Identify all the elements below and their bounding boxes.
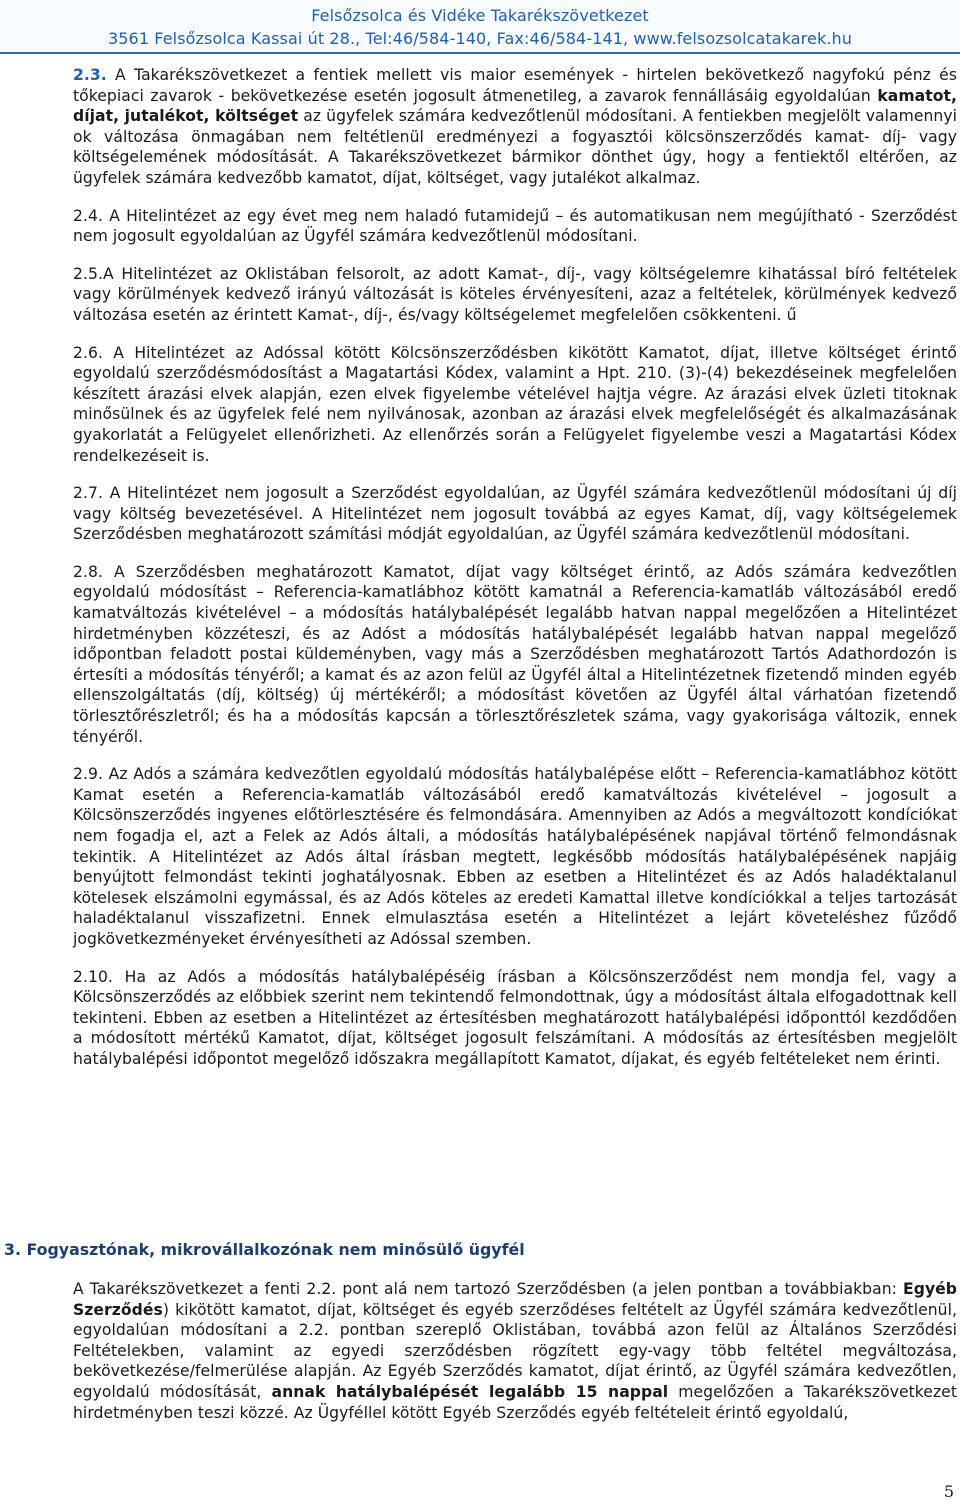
header-bank-name: Felsőzsolca és Vidéke Takarékszövetkezet [311, 6, 649, 25]
paragraph-2-4: 2.4. A Hitelintézet az egy évet meg nem haladó futamidejű – és automatikusan nem megújítható - Szerződést nem jogosult egyoldalúan az Ügyfél számára kedvezőtlenül módosítani. [73, 206, 957, 246]
header-contact-line: 3561 Felsőzsolca Kassai út 28., Tel:46/584-140, Fax:46/584-141, www.felsozsolcatakarek.hu [108, 29, 852, 48]
paragraph-2-8: 2.8. A Szerződésben meghatározott Kamatot, díjat vagy költséget érintő, az Adós számára kedvezőtlen egyoldalú módosítást – Referencia-kamatlábhoz kötött kamatnál a Referencia-kamatláb változásából eredő kamatváltozás kivételével – a módosítás hatálybalépését legalább hatvan nappal megelőzően a Hitelintézet hirdetményben közzéteszi, és az Adóst a módosítás hatálybalépését legalább hatvan nappal megelőző időpontban feladott postai küldeményben, vagy más a Szerződésben meghatározott Tartós Adathordozón is értesíti a módosítás tényéről; a kamat és az azon felül az Ügyfél által a Hitelintézetnek fizetendő minden egyéb ellenszolgáltatás (díj, költség) új mértékéről; a módosítást követően az Ügyfél által várhatóan fizetendő törlesztőrészletről; és ha a módosítás kapcsán a törlesztőrészletek száma, vagy gyakorisága változik, ennek tényéről. [73, 562, 957, 746]
document-body [73, 65, 957, 1087]
paragraph-text: az ügyfelek számára kedvezőtlenül módosítani. A fentiekben megjelölt valamennyi ok változása önmagában nem feltétlenül eredményezi a fogyasztói kölcsönszerződés kamat- díj- vagy költségelemének módosítását. A Takarékszövetkezet bármikor dönthet úgy, hogy a fentiektől eltérően, az ügyfelek számára kedvezőbb kamatot, díjat, költséget, vagy jutalékot alkalmaz. [73, 107, 957, 187]
paragraph-2-5: 2.5.A Hitelintézet az Oklistában felsorolt, az adott Kamat-, díj-, vagy költségelemre kihatással bíró feltételek vagy körülmények kedvező irányú változását is köteles érvényesíteni, azaz a feltételek, körülmények kedvező változása esetén az érintett Kamat-, díj-, és/vagy költségelemet megfelelően csökkenteni. ű [73, 264, 957, 324]
paragraph-text: megelőzően a Takarékszövetkezet hirdetményben teszi közzé. Az Ügyféllel kötött Egyéb Szerződés egyéb feltételeit érintő egyoldalú, [73, 1382, 957, 1422]
section-3-body [73, 1279, 957, 1440]
paragraph-2-9: 2.9. Az Adós a számára kedvezőtlen egyoldalú módosítás hatálybalépése előtt – Referencia-kamatlábhoz kötött Kamat esetén a Referencia-kamatláb változásából eredő kamatváltozás kivételével – jogosult a Kölcsönszerződés ingyenes előtörlesztésére és felmondására. Amennyiben az Adós a megváltozott kondíciókat nem fogadja el, azt a Felek az Adós általi, a módosítás hatálybalépésének napjával történő felmondásnak tekintik. A Hitelintézet az Adós által írásban megtett, legkésőbb módosítás hatálybalépésének napjáig benyújtott felmondást tekinti joghatályosnak. Ebben az esetben a Hitelintézet és az Adós haladéktalanul kötelesek elszámolni egymással, és az Adós köteles az eredeti Kamattal illetve kondíciókkal a teljes tartozását haladéktalanul visszafizetni. Ennek elmulasztása esetén a Hitelintézet a lejárt követeléshez fűződő jogkövetkezményeket érvényesítheti az Adóssal szemben. [73, 765, 957, 948]
paragraph-3 [73, 1279, 957, 1423]
paragraph-text: ) kikötött kamatot, díjat, költséget és egyéb szerződéses feltételt az Ügyfél számára kedvezőtlenül, egyoldalúan módosítani a 2.2. pontban szereplő Oklistában, továbbá azon felül az Általános Szerződési Feltételekben, valamint az egyedi szerződésben rögzített egy-vagy több feltétel megváltozása, bekövetkezése/felmerülése alapján. Az Egyéb Szerződés kamatot, díjat érintő, az Ügyfél számára kedvezőtlen, egyoldalú módosítását, [73, 1300, 957, 1401]
page-number: 5 [943, 1482, 954, 1501]
paragraph-2-3 [73, 65, 957, 189]
bold-text: kamatot, díjat, jutalékot, költséget [73, 86, 957, 126]
paragraph-2-7: 2.7. A Hitelintézet nem jogosult a Szerződést egyoldalúan, az Ügyfél számára kedvezőtlenül módosítani új díj vagy költség bevezetésével. A Hitelintézet nem jogosult továbbá az egyes Kamat, díj, vagy költségelemek Szerződésben meghatározott számítási módját egyoldalúan, az Ügyfél számára kedvezőtlenül módosítani. [73, 484, 957, 544]
paragraph-text: A Takarékszövetkezet a fentiek mellett vis maior események - hirtelen bekövetkező nagyfokú pénz és tőkepiaci zavarok - bekövetkezése esetén jogosult átmenetileg, a zavarok fennállásáig egyoldalúan [73, 66, 957, 105]
bold-text: Egyéb Szerződés [73, 1280, 957, 1319]
section-3-title: 3. Fogyasztónak, mikrovállalkozónak nem minősülő ügyfél [4, 1240, 525, 1259]
paragraph-text: A Takarékszövetkezet a fenti 2.2. pont alá nem tartozó Szerződésben (a jelen pontban a továbbiakban: [73, 1280, 904, 1298]
document-header [0, 0, 960, 54]
paragraph-2-6: 2.6. A Hitelintézet az Adóssal kötött Kölcsönszerződésben kikötött Kamatot, díjat, illetve költséget érintő egyoldalú szerződésmódosítást a Magatartási Kódex, valamint a Hpt. 210. (3)-(4) bekezdéseinek megfelelően készített árazási elvek alapján, ezen elvek figyelembe vételével hajtja végre. Az árazási elvek üzleti titoknak minősülnek és az ügyfelek felé nem nyilvánosak, azonban az árazási elvek megfelelőségét és alkalmazásának gyakorlatát a Felügyelet ellenőrizheti. Az ellenőrzés során a Felügyelet figyelembe veszi a Magatartási Kódex rendelkezéseit is. [73, 343, 957, 465]
paragraph-2-10: 2.10. Ha az Adós a módosítás hatálybalépéséig írásban a Kölcsönszerződést nem mondja fel, vagy a Kölcsönszerződés az előbbiek szerint nem tekintendő felmondottnak, úgy a módosítást általa elfogadottnak kell tekinteni. Ebben az esetben a Hitelintézet az értesítésben meghatározott hatálybalépési időponttól kezdődően a módosított mértékű Kamatot, díjat, költséget jogosult felszámítani. A módosítás az értesítésben megjelölt hatálybalépési időpontot megelőző időszakra megállapított Kamatot, díjakat, és egyéb feltételeket nem érinti. [73, 967, 957, 1068]
bold-text: annak hatálybalépését legalább 15 nappal [271, 1382, 669, 1401]
section-number: 2.3. [73, 66, 107, 84]
